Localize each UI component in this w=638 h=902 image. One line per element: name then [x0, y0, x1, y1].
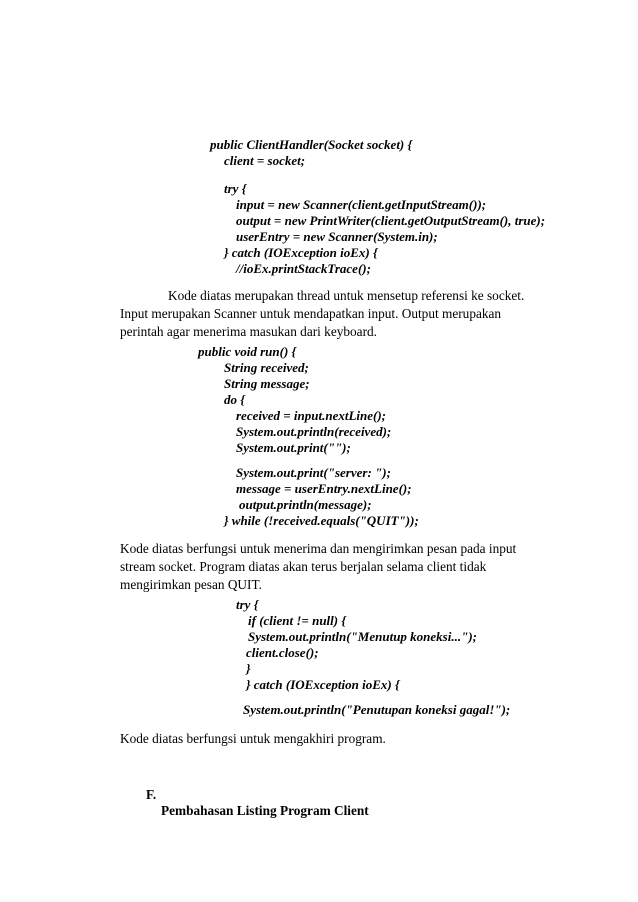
code-line: } while (!received.equals("QUIT"));: [224, 513, 419, 528]
paragraph-constructor-explanation: Kode diatas merupakan thread untuk mensetup referensi ke socket. Input merupakan Scanner untuk mendapatkan input. Output merupakan perintah agar menerima masukan dari keyboard.: [120, 288, 525, 339]
paragraph-close-explanation: Kode diatas berfungsi untuk mengakhiri program.: [120, 731, 386, 746]
code-line: output = new PrintWriter(client.getOutputStream(), true);: [236, 213, 546, 228]
code-line: } catch (IOException ioEx) {: [246, 677, 400, 692]
section-title: Pembahasan Listing Program Client: [161, 803, 369, 818]
code-line: try {: [236, 597, 259, 612]
code-line: message = userEntry.nextLine();: [236, 481, 412, 496]
code-line: //ioEx.printStackTrace();: [236, 261, 371, 276]
code-line: do {: [224, 392, 245, 407]
code-line: System.out.println("Penutupan koneksi gagal!");: [243, 702, 511, 717]
code-line: System.out.print("");: [236, 440, 351, 455]
code-line: System.out.println("Menutup koneksi...");: [248, 629, 477, 644]
code-line: String received;: [224, 360, 309, 375]
code-line: System.out.println(received);: [236, 424, 392, 439]
section-number: F.: [146, 787, 157, 802]
code-line: }: [246, 661, 251, 676]
code-line: public void run() {: [198, 344, 297, 359]
code-line: } catch (IOException ioEx) {: [224, 245, 378, 260]
code-line: client.close();: [246, 645, 319, 660]
code-line: try {: [224, 181, 247, 196]
code-line: public ClientHandler(Socket socket) {: [210, 137, 413, 152]
paragraph-run-explanation: Kode diatas berfungsi untuk menerima dan mengirimkan pesan pada input stream socket. Program diatas akan terus berjalan selama client tidak mengirimkan pesan QUIT.: [120, 541, 517, 592]
code-line: client = socket;: [224, 153, 306, 168]
section-heading: [146, 771, 369, 835]
code-line: output.println(message);: [239, 497, 372, 512]
code-line: System.out.print("server: ");: [236, 465, 391, 480]
code-line: String message;: [224, 376, 310, 391]
code-line: received = input.nextLine();: [236, 408, 387, 423]
code-line: userEntry = new Scanner(System.in);: [236, 229, 438, 244]
code-line: if (client != null) {: [248, 613, 346, 628]
code-line: input = new Scanner(client.getInputStream());: [236, 197, 487, 212]
